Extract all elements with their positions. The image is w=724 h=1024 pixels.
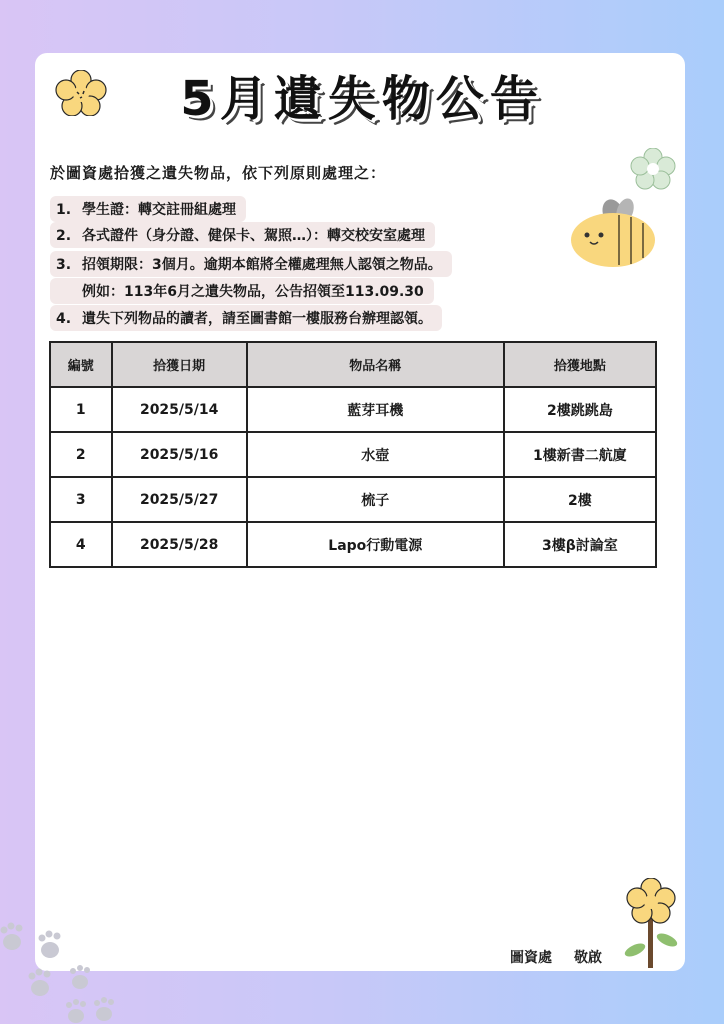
- cell-location: 2樓跳跳島: [504, 387, 656, 432]
- paw-prints-icon: [0, 920, 120, 1024]
- rule-number: 4.: [56, 311, 72, 327]
- intro-text: 於圖資處拾獲之遺失物品，依下列原則處理之：: [50, 164, 387, 182]
- bee-icon: [565, 195, 660, 270]
- rule-text: 招領期限：3個月。逾期本館將全權處理無人認領之物品。: [82, 257, 442, 273]
- footer-closing: 敬啟: [574, 950, 602, 966]
- header-location: 拾獲地點: [504, 342, 656, 387]
- header-date: 拾獲日期: [112, 342, 247, 387]
- rule-text: 例如：113年6月之遺失物品，公告招領至113.09.30: [82, 284, 424, 300]
- table-row: [50, 522, 656, 567]
- table-row: [50, 477, 656, 522]
- cell-date: 2025/5/14: [112, 387, 247, 432]
- page-title: 5月遺失物公告: [180, 71, 544, 127]
- cell-date: 2025/5/27: [112, 477, 247, 522]
- cell-number: 3: [50, 477, 112, 522]
- cell-item-name: 藍芽耳機: [247, 387, 504, 432]
- header-number: 編號: [50, 342, 112, 387]
- rule-number: 3.: [56, 257, 72, 273]
- rule-item: [50, 251, 452, 277]
- table-row: [50, 387, 656, 432]
- cell-number: 1: [50, 387, 112, 432]
- rule-number: 2.: [56, 228, 72, 244]
- lost-items-table: [49, 341, 657, 568]
- cell-date: 2025/5/28: [112, 522, 247, 567]
- table-header-row: [50, 342, 656, 387]
- flower-icon: [630, 148, 676, 190]
- cell-location: 2樓: [504, 477, 656, 522]
- rule-item: [50, 196, 246, 222]
- rule-item: [50, 222, 435, 248]
- rule-text: 各式證件（身分證、健保卡、駕照…）：轉交校安室處理: [82, 228, 425, 244]
- cell-item-name: 水壺: [247, 432, 504, 477]
- rule-text: 遺失下列物品的讀者，請至圖書館一樓服務台辦理認領。: [82, 311, 432, 327]
- footer-department: 圖資處: [510, 950, 552, 966]
- cell-location: 3樓β討論室: [504, 522, 656, 567]
- rule-example: [50, 278, 434, 304]
- cell-date: 2025/5/16: [112, 432, 247, 477]
- header-item-name: 物品名稱: [247, 342, 504, 387]
- flower-stem-icon: [620, 878, 682, 970]
- rule-number: 1.: [56, 202, 72, 218]
- cell-number: 2: [50, 432, 112, 477]
- table-row: [50, 432, 656, 477]
- cell-item-name: Lapo行動電源: [247, 522, 504, 567]
- rule-item: [50, 305, 442, 331]
- cell-number: 4: [50, 522, 112, 567]
- cell-item-name: 梳子: [247, 477, 504, 522]
- signature: [510, 947, 602, 967]
- cell-location: 1樓新書二航廈: [504, 432, 656, 477]
- rule-text: 學生證：轉交註冊組處理: [82, 202, 236, 218]
